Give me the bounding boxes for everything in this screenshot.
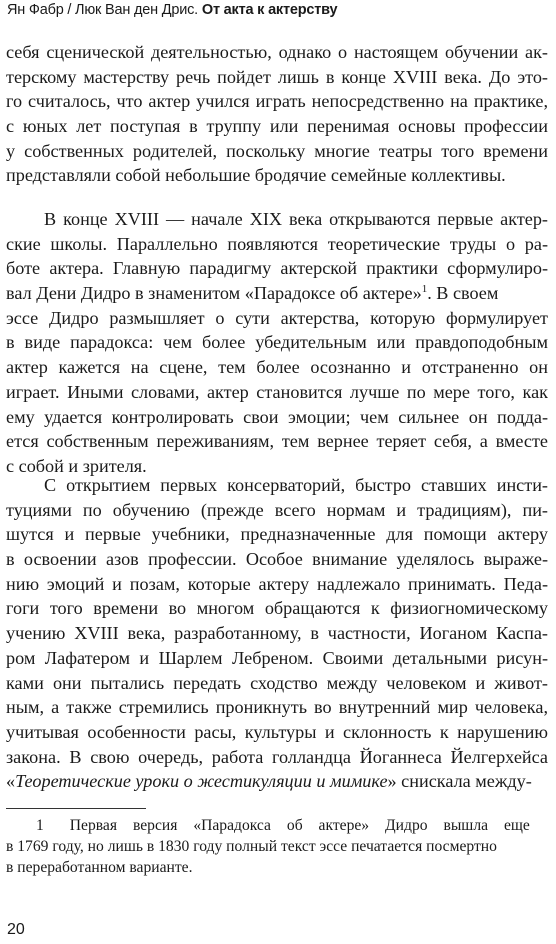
text-line: го считалось, что актер учился играть непосредственно на практике, [6, 91, 548, 112]
text-line: закона. В свою очередь, работа голландца Йоганнеса Йелгерхейса [6, 746, 548, 767]
footnote [6, 815, 548, 878]
text-segment: . В своем [427, 283, 499, 304]
paragraph-1 [6, 40, 548, 188]
footnote-number: 1 [36, 817, 44, 834]
text-line: в освоении азов профессии. Особое внимание уделялось выраже- [6, 549, 548, 570]
footnote-text: Первая версия «Парадокса об актере» Дидро вышла еще [69, 817, 530, 834]
text-segment: » снискала между- [387, 771, 532, 792]
open-quote: « [6, 771, 16, 792]
text-line: боте актера. Главную парадигму актерской практики сформулиро- [6, 258, 548, 279]
text-line: В конце XVIII — начале XIX века открываются первые актер- [44, 209, 548, 229]
text-segment: вал Дени Дидро в знаменитом «Парадоксе об актере» [6, 283, 422, 304]
text-line: с собой и зрителя. [6, 455, 147, 476]
text-line: нию эмоций и позам, которые актеру надлежало принимать. Педа- [6, 573, 548, 594]
text-line-with-footnote-ref [6, 281, 548, 306]
text-line: в виде парадокса: чем более убедительным или правдоподобным [6, 332, 548, 353]
text-line: учению XVIII века, разработанному, в частности, Иоганом Каспа- [6, 623, 548, 644]
text-line: себя сценической деятельностью, однако о настоящем обучении ак- [6, 42, 548, 62]
text-line: ему удается контролировать свои эмоции; чем сильнее он подда- [6, 406, 548, 427]
paragraph-3 [6, 473, 548, 794]
footnote-divider [6, 808, 146, 809]
text-line: ками они пытались передать сходство между человеком и живот- [6, 672, 548, 693]
text-line: ром Лафатером и Шарлем Лебреном. Своими детальными рисун- [6, 647, 548, 668]
footnote-line [6, 815, 548, 836]
text-line: шутся и первые учебники, предназначенные для помощи актеру [6, 524, 548, 545]
footnote-line: в 1769 году, но лишь в 1830 году полный текст эссе печатается посмертно [6, 838, 497, 855]
footnote-line: в переработанном варианте. [6, 859, 193, 876]
text-line: С открытием первых консерваторий, быстро ставших инсти- [44, 475, 548, 495]
text-line: с юных лет поступая в труппу или перенимая основы профессии [6, 116, 548, 137]
text-line: ным, а также стремились проникнуть во внутренний мир человека, [6, 697, 548, 718]
paragraph-2 [6, 207, 548, 479]
text-line: играет. Иными словами, актер становится лучше по мере того, как [6, 381, 548, 402]
italic-book-title: Теоретические уроки о жестикуляции и мимике [15, 771, 388, 792]
running-header [7, 2, 337, 18]
text-line-italic-title [6, 769, 548, 794]
text-line: у собственных родителей, поскольку многие театры того времени [6, 140, 548, 161]
footnote-reference[interactable]: 1 [421, 283, 428, 295]
text-line: учитывая особенности расы, культуры и склонность к нарушению [6, 721, 548, 742]
header-authors: Ян Фабр / Люк Ван ден Дрис. [7, 2, 199, 18]
text-line: ские школы. Параллельно появляются теоретические труды о ра- [6, 233, 548, 254]
page-number: 20 [7, 921, 25, 938]
text-line: актер кажется на сцене, тем более осознанно и отстраненно он [6, 357, 548, 378]
text-line: терскому мастерству речь пойдет лишь в конце XVIII века. До это- [6, 66, 548, 87]
text-line: ется собственным переживаниям, тем вернее теряет себя, а вместе [6, 431, 548, 452]
header-book-title: От акта к актерству [201, 2, 338, 18]
text-line: представляли собой небольшие бродячие семейные коллективы. [6, 165, 506, 186]
text-line: эссе Дидро размышляет о сути актерства, которую формулирует [6, 307, 548, 328]
text-line: гоги того времени во многом обращаются к физиогномическому [6, 598, 548, 619]
text-line: туциями по обучению (прежде всего нормам и традициям), пи- [6, 499, 548, 520]
